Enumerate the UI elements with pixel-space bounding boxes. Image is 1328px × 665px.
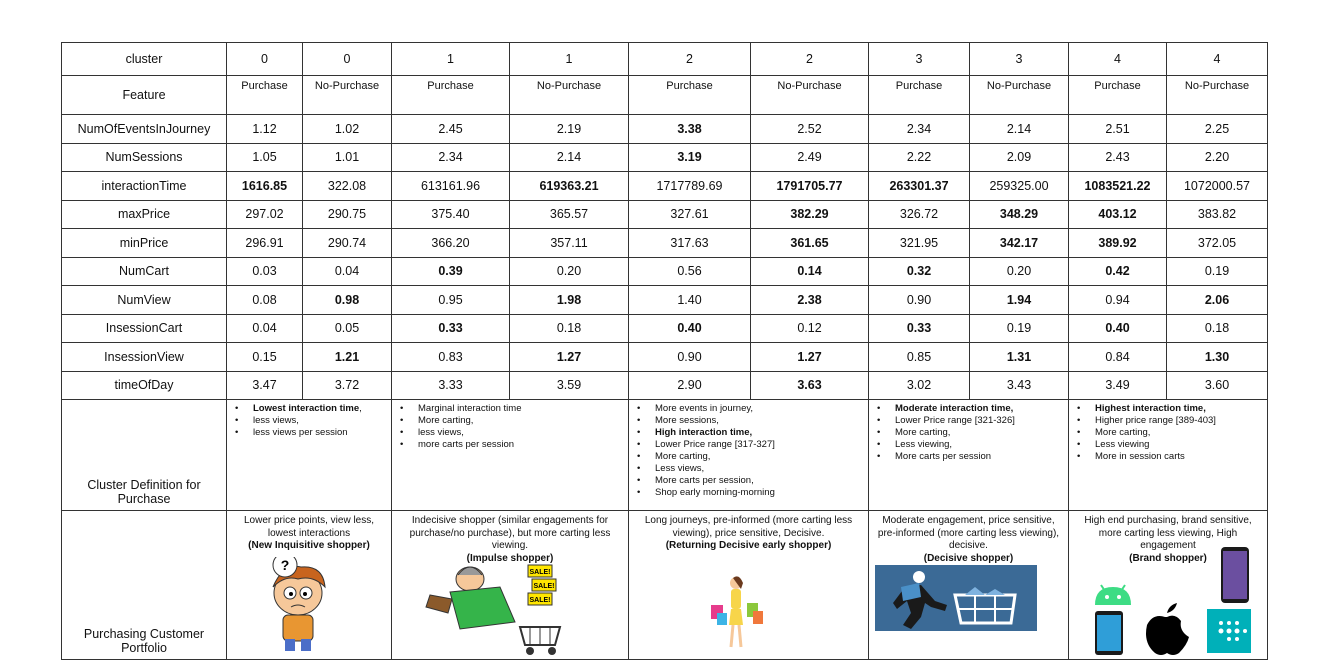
definition-item-bold: High interaction time, — [655, 427, 753, 438]
metric-value: 348.29 — [970, 200, 1069, 229]
metric-value: 0.83 — [392, 343, 510, 372]
definition-item — [253, 403, 391, 415]
definition-item — [1095, 451, 1267, 463]
definition-item-text: less views per session — [253, 427, 348, 438]
definition-item-text: less views, — [253, 415, 299, 426]
metric-row — [62, 343, 1268, 372]
definition-item-bold: Highest interaction time, — [1095, 403, 1206, 414]
metric-value: 3.49 — [1069, 371, 1167, 400]
definition-item-text: more carts per session — [418, 439, 515, 450]
shopper-type-name: (Brand shopper) — [1129, 552, 1207, 564]
metric-value: 259325.00 — [970, 172, 1069, 201]
metric-value: 0.04 — [227, 314, 303, 343]
metric-value: 0.20 — [970, 257, 1069, 286]
metric-label: NumOfEventsInJourney — [62, 115, 227, 144]
svg-text:?: ? — [280, 557, 290, 573]
outcome-header-cell: No-Purchase — [1167, 76, 1268, 115]
metric-row — [62, 257, 1268, 286]
metric-value: 297.02 — [227, 200, 303, 229]
definition-item — [655, 487, 868, 499]
definition-item — [655, 415, 868, 427]
metric-value: 296.91 — [227, 229, 303, 258]
definition-item-text: Shop early morning-morning — [655, 487, 775, 498]
outcome-header-cell: No-Purchase — [303, 76, 392, 115]
definition-item — [418, 427, 628, 439]
metric-value: 0.95 — [392, 286, 510, 315]
shopper-type-name: (Returning Decisive early shopper) — [665, 540, 832, 551]
metric-value: 1.02 — [303, 115, 392, 144]
metric-value: 2.43 — [1069, 143, 1167, 172]
definition-item-bold: Moderate interaction time, — [895, 403, 1014, 414]
metric-value: 0.08 — [227, 286, 303, 315]
svg-text:SALE!: SALE! — [529, 597, 551, 604]
metric-value: 0.90 — [869, 286, 970, 315]
feature-header-label: Feature — [62, 76, 227, 115]
definition-item-text: Less views, — [655, 463, 705, 474]
portfolio-cell — [392, 511, 629, 660]
metric-label: InsessionView — [62, 343, 227, 372]
metric-value: 1.21 — [303, 343, 392, 372]
definition-item-text: More carting, — [655, 451, 711, 462]
definition-item-text: More carts per session — [895, 451, 992, 462]
definition-item-text: Lower Price range [321-326] — [895, 415, 1015, 426]
definition-item-text: Less viewing — [1095, 439, 1150, 450]
metric-value: 1616.85 — [227, 172, 303, 201]
metric-value: 1083521.22 — [1069, 172, 1167, 201]
metric-value: 3.59 — [510, 371, 629, 400]
metric-value: 1.94 — [970, 286, 1069, 315]
svg-text:SALE!: SALE! — [533, 583, 555, 590]
cluster-definition-row — [62, 400, 1268, 511]
definition-item — [655, 463, 868, 475]
person-pushing-cart-icon — [875, 565, 1037, 634]
portfolio-description — [629, 511, 868, 553]
outcome-header-cell: Purchase — [869, 76, 970, 115]
definition-item — [655, 439, 868, 451]
outcome-header-cell: Purchase — [1069, 76, 1167, 115]
metric-value: 317.63 — [629, 229, 751, 258]
metric-value: 375.40 — [392, 200, 510, 229]
metric-value: 2.19 — [510, 115, 629, 144]
metric-value: 2.51 — [1069, 115, 1167, 144]
definition-item — [1095, 427, 1267, 439]
portfolio-cell — [629, 511, 869, 660]
metric-value: 1.27 — [751, 343, 869, 372]
outcome-header-cell: No-Purchase — [751, 76, 869, 115]
definition-item-text: More sessions, — [655, 415, 719, 426]
metric-label: minPrice — [62, 229, 227, 258]
cluster-header-row — [62, 43, 1268, 76]
portfolio-text: Moderate engagement, price sensitive, pre-informed (more carting less viewing), decisive. — [877, 515, 1060, 551]
outcome-header-cell: Purchase — [227, 76, 303, 115]
metric-value: 365.57 — [510, 200, 629, 229]
metric-value: 372.05 — [1167, 229, 1268, 258]
svg-text:SALE!: SALE! — [529, 569, 551, 576]
cluster-id-cell: 4 — [1069, 43, 1167, 76]
metric-value: 0.04 — [303, 257, 392, 286]
outcome-header-cell: Purchase — [629, 76, 751, 115]
metric-value: 3.38 — [629, 115, 751, 144]
metric-value: 2.52 — [751, 115, 869, 144]
metric-value: 3.02 — [869, 371, 970, 400]
definition-cell — [869, 400, 1069, 511]
metric-label: InsessionCart — [62, 314, 227, 343]
cluster-id-cell: 1 — [510, 43, 629, 76]
metric-value: 321.95 — [869, 229, 970, 258]
portfolio-description — [869, 511, 1068, 565]
metric-value: 1.30 — [1167, 343, 1268, 372]
metric-value: 0.33 — [869, 314, 970, 343]
metric-value: 0.56 — [629, 257, 751, 286]
shopper-type-name: (New Inquisitive shopper) — [248, 540, 370, 551]
cluster-id-cell: 2 — [629, 43, 751, 76]
metric-value: 290.74 — [303, 229, 392, 258]
cluster-id-cell: 4 — [1167, 43, 1268, 76]
cluster-header-label: cluster — [62, 43, 227, 76]
definition-item — [895, 403, 1068, 415]
cluster-analysis-table — [61, 42, 1268, 660]
portfolio-label: Purchasing Customer Portfolio — [62, 511, 227, 660]
cluster-id-cell: 3 — [970, 43, 1069, 76]
metric-value: 1.40 — [629, 286, 751, 315]
metric-value: 0.32 — [869, 257, 970, 286]
metric-value: 327.61 — [629, 200, 751, 229]
metric-value: 2.34 — [392, 143, 510, 172]
metric-value: 0.42 — [1069, 257, 1167, 286]
portfolio-text: Lower price points, view less, lowest interactions — [243, 515, 375, 539]
metric-value: 2.34 — [869, 115, 970, 144]
metric-row — [62, 229, 1268, 258]
portfolio-cell — [869, 511, 1069, 660]
metric-value: 2.22 — [869, 143, 970, 172]
definition-item — [418, 403, 628, 415]
metric-value: 2.20 — [1167, 143, 1268, 172]
portfolio-text: Indecisive shopper (similar engagements for purchase/no purchase), but more carting less viewing. — [409, 515, 611, 551]
definition-item — [253, 415, 391, 427]
metric-label: timeOfDay — [62, 371, 227, 400]
cluster-id-cell: 3 — [869, 43, 970, 76]
confused-kid-illustration — [243, 557, 353, 655]
definition-item-text: More in session carts — [1095, 451, 1185, 462]
feature-header-row — [62, 76, 1268, 115]
metric-value: 3.47 — [227, 371, 303, 400]
metric-value: 0.39 — [392, 257, 510, 286]
definition-item — [655, 475, 868, 487]
definition-label: Cluster Definition for Purchase — [62, 400, 227, 511]
outcome-header-cell: Purchase — [392, 76, 510, 115]
metric-value: 0.85 — [869, 343, 970, 372]
metric-value: 382.29 — [751, 200, 869, 229]
metric-value: 1.27 — [510, 343, 629, 372]
metric-value: 2.09 — [970, 143, 1069, 172]
definition-list — [629, 403, 868, 499]
metric-value: 2.06 — [1167, 286, 1268, 315]
definition-list — [392, 403, 628, 451]
metric-value: 0.19 — [970, 314, 1069, 343]
metric-value: 1072000.57 — [1167, 172, 1268, 201]
metric-value: 3.72 — [303, 371, 392, 400]
definition-item — [895, 451, 1068, 463]
portfolio-description — [227, 511, 391, 553]
metric-value: 2.90 — [629, 371, 751, 400]
metric-row — [62, 371, 1268, 400]
metric-label: NumCart — [62, 257, 227, 286]
definition-cell — [392, 400, 629, 511]
definition-item — [418, 439, 628, 451]
metric-value: 1791705.77 — [751, 172, 869, 201]
definition-item-text: Less viewing, — [895, 439, 953, 450]
outcome-header-cell: No-Purchase — [510, 76, 629, 115]
metric-value: 3.33 — [392, 371, 510, 400]
shopper-type-name: (Decisive shopper) — [923, 552, 1014, 564]
shopper-type-name: (Impulse shopper) — [466, 552, 554, 564]
portfolio-cell — [227, 511, 392, 660]
cluster-id-cell: 2 — [751, 43, 869, 76]
metric-value: 263301.37 — [869, 172, 970, 201]
metric-value: 0.33 — [392, 314, 510, 343]
metric-value: 0.12 — [751, 314, 869, 343]
metric-label: NumView — [62, 286, 227, 315]
outcome-header-cell: No-Purchase — [970, 76, 1069, 115]
metric-row — [62, 200, 1268, 229]
definition-item-text: Lower Price range [317-327] — [655, 439, 775, 450]
definition-cell — [1069, 400, 1268, 511]
definition-cell — [629, 400, 869, 511]
definition-item — [418, 415, 628, 427]
definition-item — [895, 439, 1068, 451]
metric-value: 3.63 — [751, 371, 869, 400]
cluster-id-cell: 1 — [392, 43, 510, 76]
metric-label: interactionTime — [62, 172, 227, 201]
definition-list — [1069, 403, 1267, 463]
metric-value: 2.25 — [1167, 115, 1268, 144]
metric-value: 0.05 — [303, 314, 392, 343]
metric-value: 1.12 — [227, 115, 303, 144]
definition-item — [655, 451, 868, 463]
metric-label: NumSessions — [62, 143, 227, 172]
metric-value: 322.08 — [303, 172, 392, 201]
metric-value: 619363.21 — [510, 172, 629, 201]
definition-item-text: Marginal interaction time — [418, 403, 522, 414]
brand-logos — [1083, 547, 1253, 660]
metric-label: maxPrice — [62, 200, 227, 229]
definition-item-text: , — [359, 403, 362, 414]
metric-value: 613161.96 — [392, 172, 510, 201]
definition-item — [1095, 415, 1267, 427]
metric-value: 0.40 — [629, 314, 751, 343]
metric-value: 1.05 — [227, 143, 303, 172]
metric-value: 0.19 — [1167, 257, 1268, 286]
metric-value: 2.45 — [392, 115, 510, 144]
metric-value: 0.20 — [510, 257, 629, 286]
sale-shopper-cartoon — [420, 557, 570, 660]
definition-item-text: Higher price range [389-403] — [1095, 415, 1216, 426]
metric-value: 342.17 — [970, 229, 1069, 258]
metric-value: 361.65 — [751, 229, 869, 258]
metric-value: 2.14 — [510, 143, 629, 172]
definition-cell — [227, 400, 392, 511]
definition-item — [253, 427, 391, 439]
metric-row — [62, 286, 1268, 315]
metric-value: 0.18 — [510, 314, 629, 343]
definition-item-text: less views, — [418, 427, 464, 438]
metric-value: 1.98 — [510, 286, 629, 315]
metric-value: 2.14 — [970, 115, 1069, 144]
metric-value: 1.31 — [970, 343, 1069, 372]
definition-item — [1095, 439, 1267, 451]
metric-value: 2.49 — [751, 143, 869, 172]
metric-value: 0.14 — [751, 257, 869, 286]
portfolio-text: Long journeys, pre-informed (more carting less viewing), price sensitive, Decisive. — [644, 515, 853, 539]
definition-item-text: More carting, — [1095, 427, 1151, 438]
metric-row — [62, 115, 1268, 144]
metric-value: 3.60 — [1167, 371, 1268, 400]
definition-item — [1095, 403, 1267, 415]
definition-item — [895, 427, 1068, 439]
portfolio-text: High end purchasing, brand sensitive, more carting less viewing, High engagement — [1084, 515, 1252, 551]
metric-value: 389.92 — [1069, 229, 1167, 258]
metric-value: 366.20 — [392, 229, 510, 258]
definition-item — [895, 415, 1068, 427]
definition-list — [869, 403, 1068, 463]
metric-value: 1717789.69 — [629, 172, 751, 201]
definition-item — [655, 427, 868, 439]
metric-value: 0.90 — [629, 343, 751, 372]
metric-value: 290.75 — [303, 200, 392, 229]
metric-value: 0.98 — [303, 286, 392, 315]
metric-value: 403.12 — [1069, 200, 1167, 229]
metric-value: 3.19 — [629, 143, 751, 172]
metric-value: 1.01 — [303, 143, 392, 172]
definition-item-text: More carting, — [895, 427, 951, 438]
definition-item-bold: Lowest interaction time — [253, 403, 360, 414]
cluster-id-cell: 0 — [227, 43, 303, 76]
metric-row — [62, 172, 1268, 201]
metric-row — [62, 143, 1268, 172]
metric-value: 326.72 — [869, 200, 970, 229]
portfolio-cell — [1069, 511, 1268, 660]
metric-value: 2.38 — [751, 286, 869, 315]
metric-value: 0.18 — [1167, 314, 1268, 343]
metric-value: 0.03 — [227, 257, 303, 286]
metric-value: 383.82 — [1167, 200, 1268, 229]
cluster-id-cell: 0 — [303, 43, 392, 76]
metric-row — [62, 314, 1268, 343]
definition-item — [655, 403, 868, 415]
metric-value: 0.94 — [1069, 286, 1167, 315]
woman-with-shopping-bags — [701, 575, 771, 653]
definition-item-text: More carts per session, — [655, 475, 754, 486]
customer-portfolio-row — [62, 511, 1268, 660]
metric-value: 357.11 — [510, 229, 629, 258]
definition-item-text: More carting, — [418, 415, 474, 426]
metric-value: 3.43 — [970, 371, 1069, 400]
metric-value: 0.15 — [227, 343, 303, 372]
definition-item-text: More events in journey, — [655, 403, 754, 414]
metric-value: 0.40 — [1069, 314, 1167, 343]
definition-list — [227, 403, 391, 439]
metric-value: 0.84 — [1069, 343, 1167, 372]
